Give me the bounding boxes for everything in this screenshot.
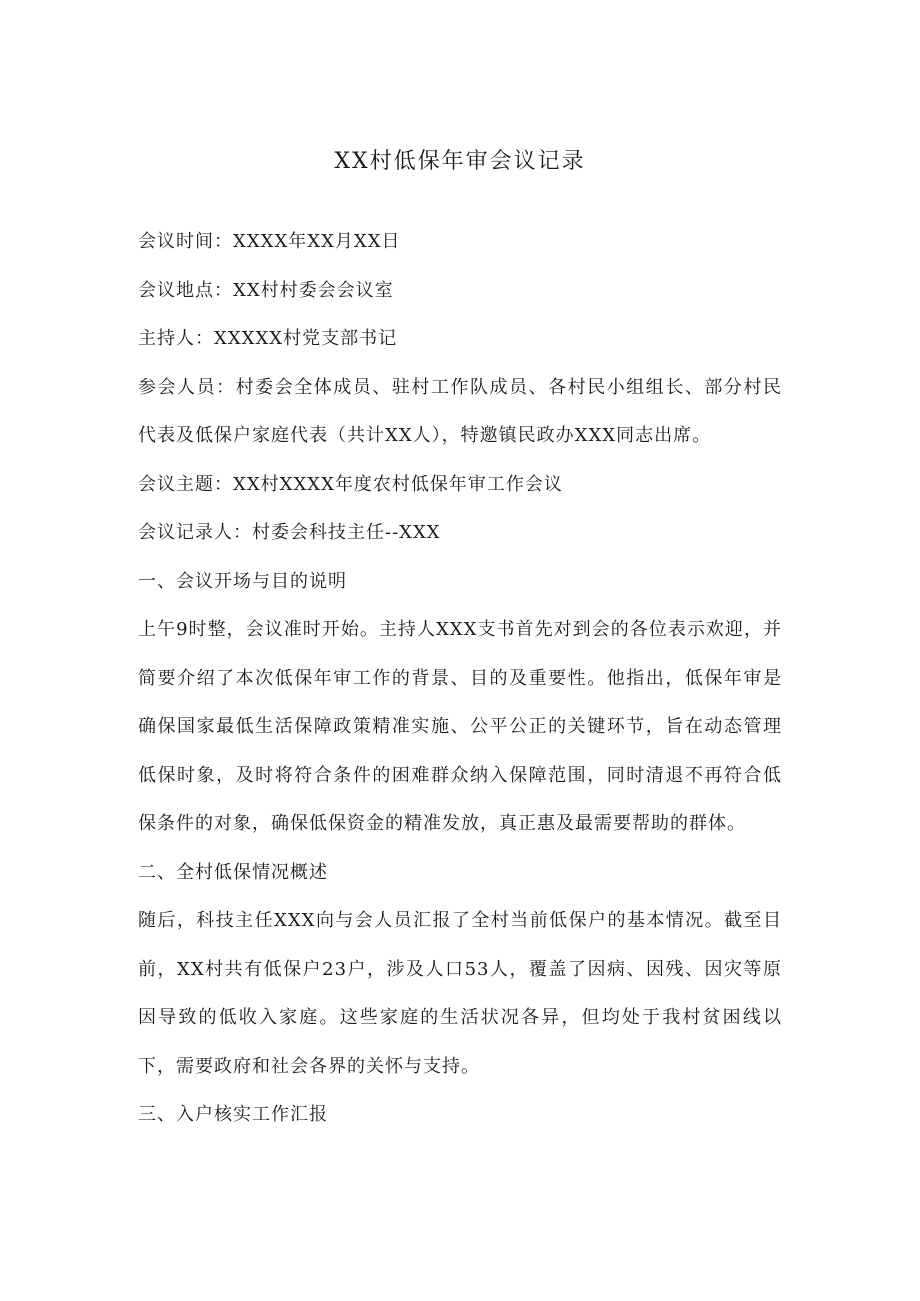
meeting-location: 会议地点：XX村村委会会议室: [138, 279, 394, 301]
section-body-2: 随后，科技主任XXX向与会人员汇报了全村当前低保户的基本情况。截至目前，XX村共有低保户23户，涉及人口53人，覆盖了因病、因残、因灾等原因导致的低收入家庭。这些家庭的生活状况各异，但均处于我村贫困线以下，需要政府和社会各界的关怀与支持。: [138, 910, 782, 1077]
meeting-host: 主持人：XXXXX村党支部书记: [138, 328, 398, 349]
document-body: [138, 218, 782, 1140]
document-title: XX村低保年审会议记录: [334, 149, 586, 174]
meeting-attendees: 参会人员：村委会全体成员、驻村工作队成员、各村民小组组长、部分村民代表及低保户家庭代表（共计XX人），特邀镇民政办XXX同志出席。: [138, 376, 782, 446]
meeting-recorder: 会议记录人：村委会科技主任--XXX: [138, 522, 441, 543]
section-heading-3: 三、入户核实工作汇报: [138, 1104, 328, 1125]
section-body-1: 上午9时整，会议准时开始。主持人XXX支书首先对到会的各位表示欢迎，并简要介绍了本次低保年审工作的背景、目的及重要性。他指出，低保年审是确保国家最低生活保障政策精准实施、公平公正的关键环节，旨在动态管理低保时象，及时将符合条件的困难群众纳入保障范围，同时清退不再符合低保条件的对象，确保低保资金的精准发放，真正惠及最需要帮助的群体。: [138, 619, 782, 834]
meeting-time: 会议时间：XXXX年XX月XX日: [138, 231, 401, 252]
meeting-theme: 会议主题：XX村XXXX年度农村低保年审工作会议: [138, 473, 563, 495]
section-heading-1: 一、会议开场与目的说明: [138, 570, 347, 592]
section-heading-2: 二、全村低保情况概述: [138, 861, 328, 883]
